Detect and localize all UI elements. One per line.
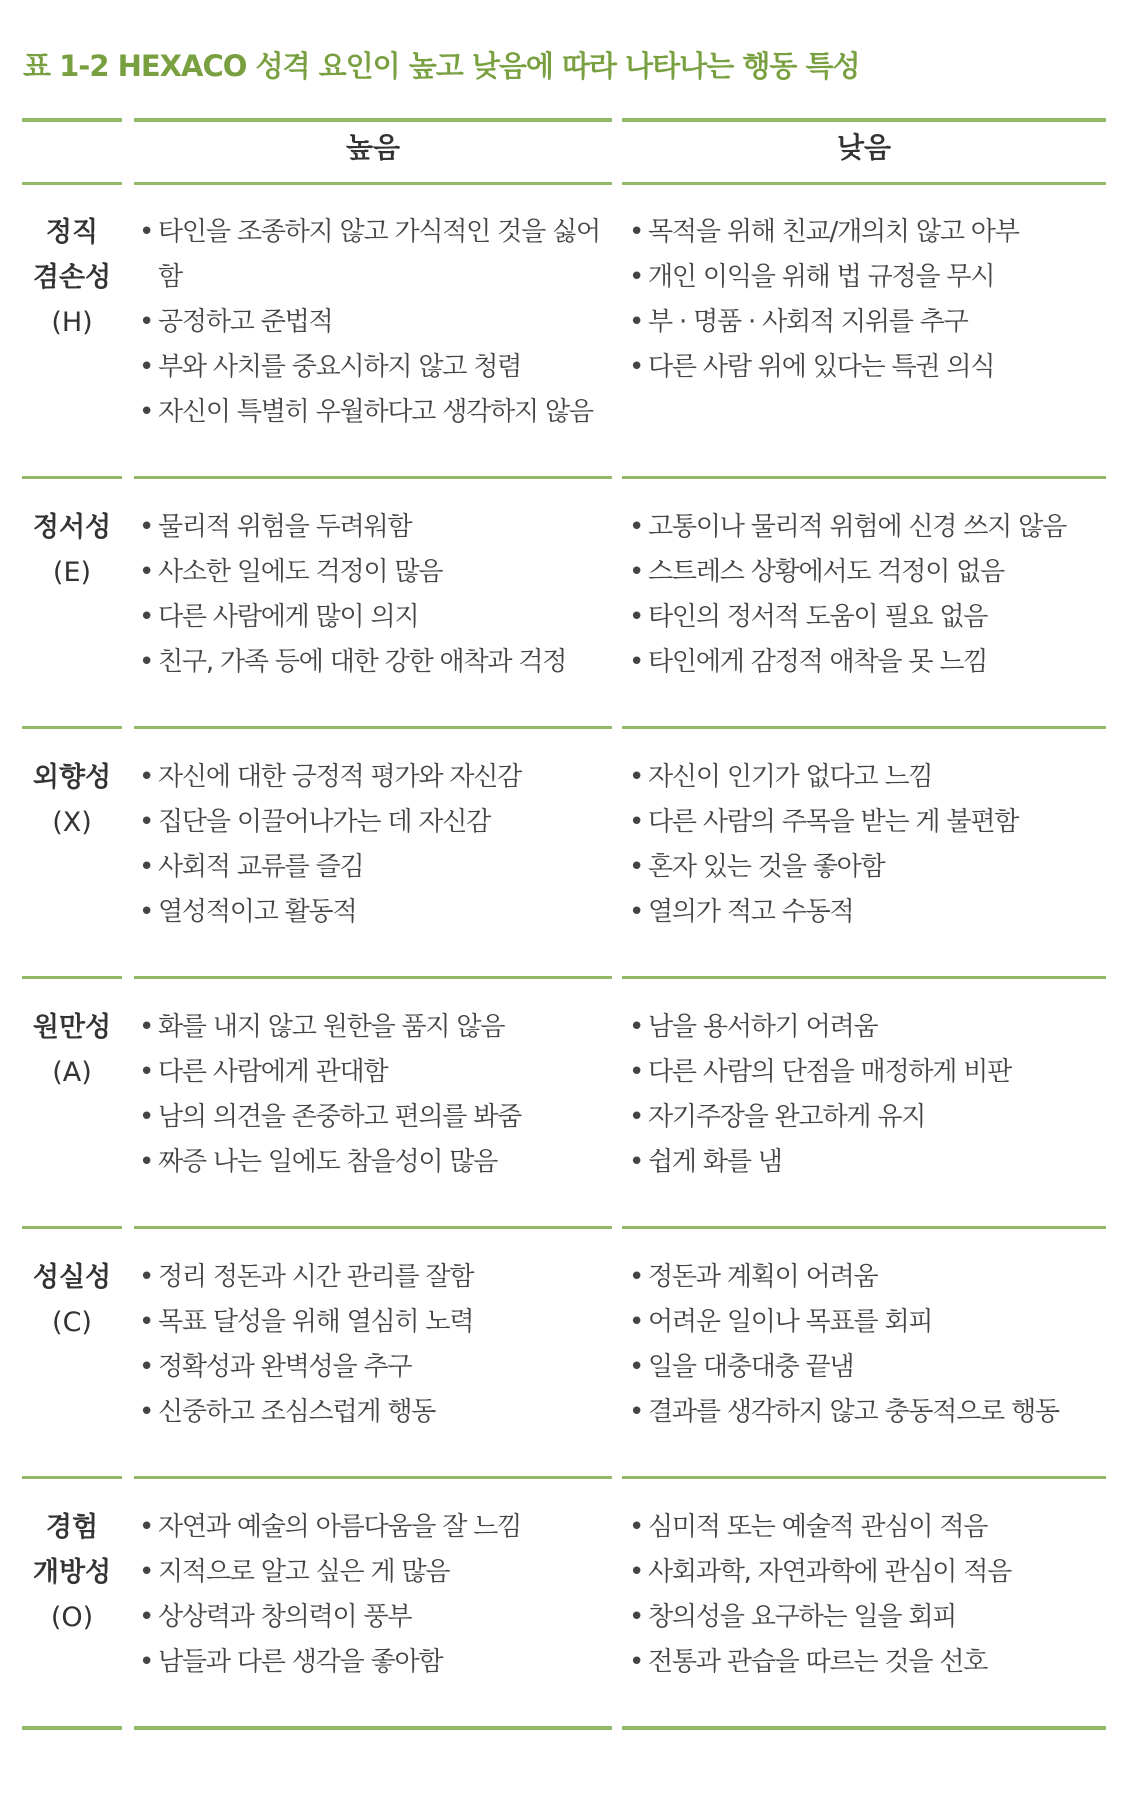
list-item: • 열성적이고 활동적 (138, 890, 618, 935)
row-separator (22, 1476, 122, 1479)
factor-label-extraversion (22, 755, 122, 845)
row-separator (134, 726, 612, 729)
list-item: • 공정하고 준법적 (138, 300, 618, 345)
factor-label-emotionality (22, 505, 122, 595)
list-item: • 자신이 인기가 없다고 느낌 (628, 755, 1113, 800)
list-item: • 자기주장을 완고하게 유지 (628, 1095, 1113, 1140)
list-item: • 화를 내지 않고 원한을 품지 않음 (138, 1005, 618, 1050)
factor-name-line: 경험 (45, 1512, 99, 1543)
list-item: • 자신이 특별히 우월하다고 생각하지 않음 (138, 390, 618, 435)
list-item: • 짜증 나는 일에도 참을성이 많음 (138, 1140, 618, 1185)
list-item: • 정돈과 계획이 어려움 (628, 1255, 1113, 1300)
factor-label-conscientiousness (22, 1255, 122, 1345)
list-item: • 사회적 교류를 즐김 (138, 845, 618, 890)
list-item: • 다른 사람에게 많이 의지 (138, 595, 618, 640)
row-separator (22, 182, 122, 185)
list-item: • 친구, 가족 등에 대한 강한 애착과 걱정 (138, 640, 618, 685)
list-item: • 다른 사람 위에 있다는 특권 의식 (628, 345, 1113, 390)
list-item: • 타인에게 감정적 애착을 못 느낌 (628, 640, 1113, 685)
factor-name-line: 겸손성 (32, 262, 112, 293)
list-item: • 결과를 생각하지 않고 충동적으로 행동 (628, 1390, 1113, 1435)
table-bottom-rule (134, 1726, 612, 1730)
factor-label-honesty-humility (22, 210, 122, 345)
row-separator (134, 182, 612, 185)
list-item: • 개인 이익을 위해 법 규정을 무시 (628, 255, 1113, 300)
list-item: • 집단을 이끌어나가는 데 자신감 (138, 800, 618, 845)
row-separator (134, 1226, 612, 1229)
list-item: • 다른 사람에게 관대함 (138, 1050, 618, 1095)
row-separator (22, 726, 122, 729)
factor-name-line: 개방성 (32, 1557, 112, 1588)
list-item: • 어려운 일이나 목표를 회피 (628, 1300, 1113, 1345)
list-item: • 목적을 위해 친교/개의치 않고 아부 (628, 210, 1113, 255)
high-traits-list (138, 1505, 618, 1685)
list-item: • 자신에 대한 긍정적 평가와 자신감 (138, 755, 618, 800)
list-item: • 정확성과 완벽성을 추구 (138, 1345, 618, 1390)
list-item: • 일을 대충대충 끝냄 (628, 1345, 1113, 1390)
row-separator (622, 1476, 1106, 1479)
factor-code: (O) (50, 1602, 94, 1633)
row-separator (622, 726, 1106, 729)
list-item: • 부와 사치를 중요시하지 않고 청렴 (138, 345, 618, 390)
list-item: • 남의 의견을 존중하고 편의를 봐줌 (138, 1095, 618, 1140)
high-traits-list (138, 755, 618, 935)
high-traits-list (138, 210, 618, 435)
low-traits-list (628, 505, 1113, 685)
list-item: • 자연과 예술의 아름다움을 잘 느낌 (138, 1505, 618, 1550)
row-separator (134, 476, 612, 479)
row-separator (22, 1226, 122, 1229)
factor-name-line: 외향성 (32, 762, 112, 793)
list-item: • 정리 정돈과 시간 관리를 잘함 (138, 1255, 618, 1300)
list-item: • 고통이나 물리적 위험에 신경 쓰지 않음 (628, 505, 1113, 550)
factor-code: (E) (52, 557, 92, 588)
list-item: • 다른 사람의 단점을 매정하게 비판 (628, 1050, 1113, 1095)
row-separator (622, 1226, 1106, 1229)
table-bottom-rule (22, 1726, 122, 1730)
factor-name-line: 원만성 (32, 1012, 112, 1043)
high-traits-list (138, 1255, 618, 1435)
low-traits-list (628, 755, 1113, 935)
list-item: • 신중하고 조심스럽게 행동 (138, 1390, 618, 1435)
low-traits-list (628, 1255, 1113, 1435)
table-caption: 표 1-2 HEXACO 성격 요인이 높고 낮음에 따라 나타나는 행동 특성 (23, 49, 860, 83)
list-item: • 전통과 관습을 따르는 것을 선호 (628, 1640, 1113, 1685)
row-separator (622, 476, 1106, 479)
high-traits-list (138, 505, 618, 685)
low-traits-list (628, 210, 1113, 390)
header-top-rule (22, 118, 122, 122)
factor-label-openness (22, 1505, 122, 1640)
list-item: • 물리적 위험을 두려워함 (138, 505, 618, 550)
list-item: • 지적으로 알고 싶은 게 많음 (138, 1550, 618, 1595)
header-top-rule (622, 118, 1106, 122)
column-header-low: 낮음 (836, 131, 892, 164)
list-item: • 타인을 조종하지 않고 가식적인 것을 싫어함 (138, 210, 618, 300)
list-item: • 타인의 정서적 도움이 필요 없음 (628, 595, 1113, 640)
table-bottom-rule (622, 1726, 1106, 1730)
low-traits-list (628, 1505, 1113, 1685)
row-separator (134, 976, 612, 979)
factor-name-line: 성실성 (32, 1262, 112, 1293)
list-item: • 부 · 명품 · 사회적 지위를 추구 (628, 300, 1113, 345)
factor-name-line: 정서성 (32, 512, 112, 543)
list-item: • 창의성을 요구하는 일을 회피 (628, 1595, 1113, 1640)
factor-code: (X) (52, 807, 92, 838)
list-item: • 남을 용서하기 어려움 (628, 1005, 1113, 1050)
factor-code: (H) (51, 307, 93, 338)
row-separator (622, 976, 1106, 979)
row-separator (622, 182, 1106, 185)
low-traits-list (628, 1005, 1113, 1185)
list-item: • 열의가 적고 수동적 (628, 890, 1113, 935)
factor-name-line: 정직 (45, 217, 99, 248)
row-separator (22, 476, 122, 479)
list-item: • 남들과 다른 생각을 좋아함 (138, 1640, 618, 1685)
factor-label-agreeableness (22, 1005, 122, 1095)
row-separator (134, 1476, 612, 1479)
row-separator (22, 976, 122, 979)
high-traits-list (138, 1005, 618, 1185)
list-item: • 다른 사람의 주목을 받는 게 불편함 (628, 800, 1113, 845)
list-item: • 심미적 또는 예술적 관심이 적음 (628, 1505, 1113, 1550)
list-item: • 사소한 일에도 걱정이 많음 (138, 550, 618, 595)
factor-code: (C) (52, 1307, 92, 1338)
list-item: • 사회과학, 자연과학에 관심이 적음 (628, 1550, 1113, 1595)
list-item: • 목표 달성을 위해 열심히 노력 (138, 1300, 618, 1345)
list-item: • 상상력과 창의력이 풍부 (138, 1595, 618, 1640)
column-header-high: 높음 (345, 131, 401, 164)
factor-code: (A) (52, 1057, 92, 1088)
list-item: • 혼자 있는 것을 좋아함 (628, 845, 1113, 890)
header-top-rule (134, 118, 612, 122)
list-item: • 쉽게 화를 냄 (628, 1140, 1113, 1185)
list-item: • 스트레스 상황에서도 걱정이 없음 (628, 550, 1113, 595)
